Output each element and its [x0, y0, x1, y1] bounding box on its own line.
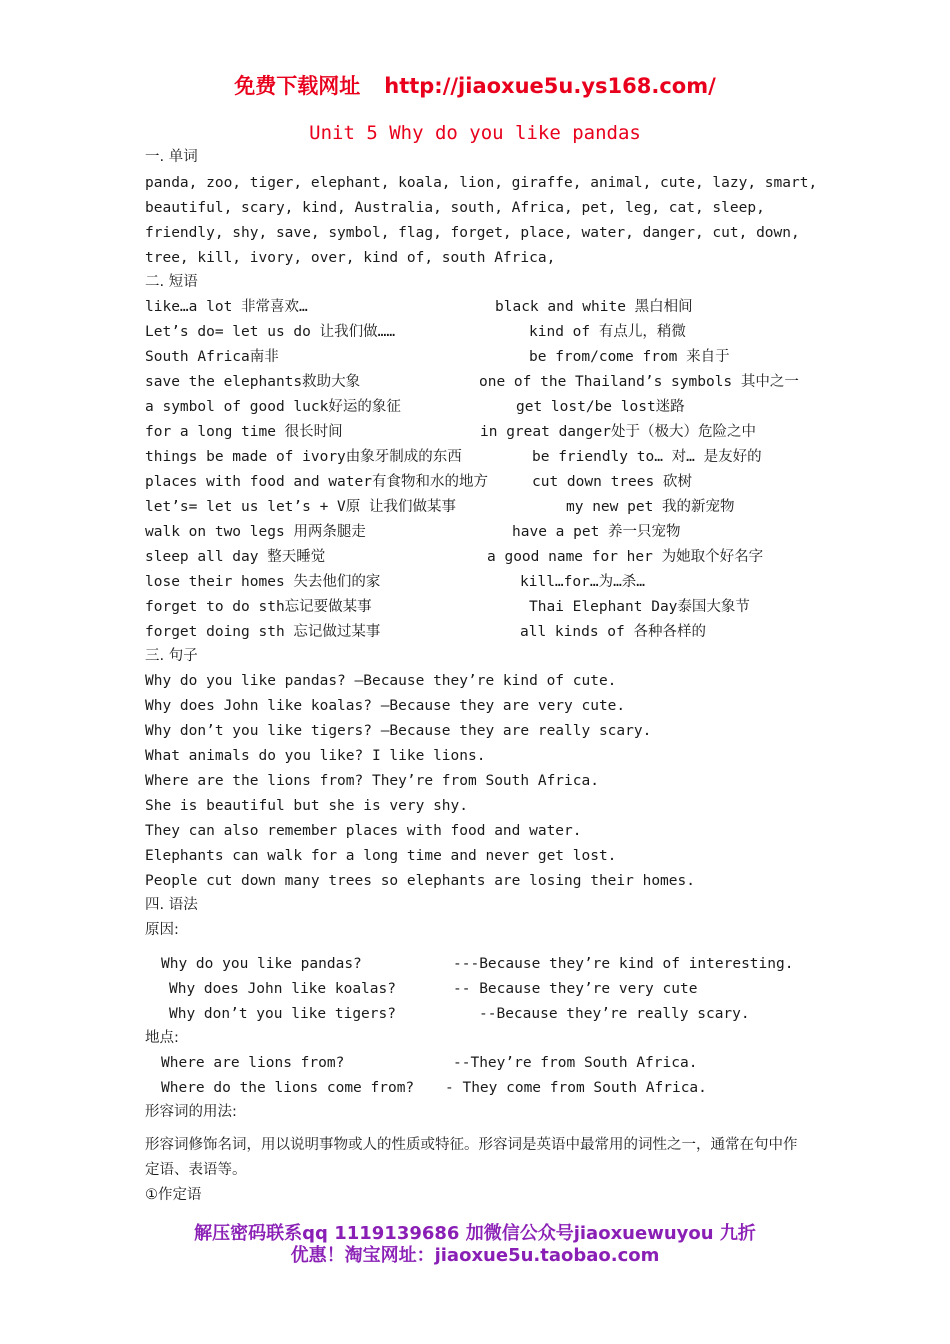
sentence-line: Why do you like pandas? —Because they’re kind of cute. — [145, 673, 617, 689]
phrase-left: for a long time 很长时间 — [145, 424, 343, 440]
place-question: Where do the lions come from? — [161, 1080, 415, 1096]
phrase-left: forget doing sth 忘记做过某事 — [145, 624, 381, 640]
word-list-line: friendly, shy, save, symbol, flag, forget, place, water, danger, cut, down, — [145, 225, 800, 241]
sentence-line: Why does John like koalas? —Because they are very cute. — [145, 698, 626, 714]
phrase-right: cut down trees 砍树 — [532, 474, 692, 490]
phrase-right: black and white 黑白相间 — [495, 299, 693, 315]
reason-answer: --Because they’re really scary. — [479, 1006, 750, 1022]
phrase-right: be from/come from 来自于 — [529, 349, 730, 365]
phrase-left: forget to do sth忘记要做某事 — [145, 599, 372, 615]
phrase-left: like…a lot 非常喜欢… — [145, 299, 308, 315]
phrase-left: sleep all day 整天睡觉 — [145, 549, 326, 565]
phrase-left: walk on two legs 用两条腿走 — [145, 524, 366, 540]
sentence-line: She is beautiful but she is very shy. — [145, 798, 469, 814]
adjective-label: 形容词的用法: — [145, 1104, 237, 1120]
reason-label: 原因: — [145, 922, 179, 938]
sentence-line: People cut down many trees so elephants are losing their homes. — [145, 873, 695, 889]
page-title: Unit 5 Why do you like pandas — [309, 122, 641, 144]
adjective-paragraph: 形容词修饰名词，用以说明事物或人的性质或特征。形容词是英语中最常用的词性之一，通常在句中作定语、表语等。 — [145, 1137, 798, 1178]
footer-contact-line: 解压密码联系qq 1119139686 加微信公众号jiaoxuewuyou 九折 — [194, 1223, 756, 1244]
phrase-left: lose their homes 失去他们的家 — [145, 574, 381, 590]
place-answer: --They’re from South Africa. — [453, 1055, 698, 1071]
phrase-right: a good name for her 为她取个好名字 — [487, 549, 764, 565]
grammar-heading: 四. 语法 — [145, 897, 198, 913]
reason-question: Why does John like koalas? — [169, 981, 396, 997]
phrase-right: have a pet 养一只宠物 — [512, 524, 681, 540]
attributive-label: ①作定语 — [145, 1187, 202, 1203]
footer-shop-line: 优惠！淘宝网址：jiaoxue5u.taobao.com — [290, 1245, 660, 1266]
sentence-line: Why don’t you like tigers? —Because they are really scary. — [145, 723, 652, 739]
phrase-right: in great danger处于（极大）危险之中 — [480, 424, 756, 440]
phrase-left: Let’s do= let us do 让我们做…… — [145, 324, 396, 340]
place-answer: - They come from South Africa. — [445, 1080, 707, 1096]
phrase-left: South Africa南非 — [145, 349, 279, 365]
phrase-left: places with food and water有食物和水的地方 — [145, 474, 488, 490]
sentence-line: What animals do you like? I like lions. — [145, 748, 486, 764]
phrase-left: let’s= let us let’s + V原 让我们做某事 — [145, 499, 457, 515]
sentences-heading: 三. 句子 — [145, 648, 198, 664]
sentence-line: Where are the lions from? They’re from South Africa. — [145, 773, 599, 789]
word-list-line: panda, zoo, tiger, elephant, koala, lion, giraffe, animal, cute, lazy, smart, — [145, 175, 818, 191]
reason-question: Why do you like pandas? — [161, 956, 362, 972]
phrase-left: save the elephants救助大象 — [145, 374, 361, 390]
words-heading: 一. 单词 — [145, 149, 198, 165]
download-banner — [0, 70, 950, 100]
phrase-right: all kinds of 各种各样的 — [520, 624, 706, 640]
reason-answer: ---Because they’re kind of interesting. — [453, 956, 794, 972]
phrases-heading: 二. 短语 — [145, 274, 198, 290]
phrase-right: kind of 有点儿，稍微 — [529, 324, 686, 340]
sentence-line: They can also remember places with food and water. — [145, 823, 582, 839]
reason-question: Why don’t you like tigers? — [169, 1006, 396, 1022]
download-url-link[interactable]: http://jiaoxue5u.ys168.com/ — [384, 74, 716, 98]
place-question: Where are lions from? — [161, 1055, 345, 1071]
phrase-right: be friendly to… 对… 是友好的 — [532, 449, 762, 465]
reason-answer: -- Because they’re very cute — [453, 981, 698, 997]
word-list-line: tree, kill, ivory, over, kind of, south Africa, — [145, 250, 556, 266]
word-list-line: beautiful, scary, kind, Australia, south, Africa, pet, leg, cat, sleep, — [145, 200, 765, 216]
download-label: 免费下载网址 — [234, 74, 361, 98]
phrase-right: my new pet 我的新宠物 — [566, 499, 735, 515]
phrase-right: one of the Thailand’s symbols 其中之一 — [479, 374, 799, 390]
phrase-right: Thai Elephant Day泰国大象节 — [529, 599, 750, 615]
place-label: 地点: — [145, 1030, 179, 1046]
phrase-right: get lost/be lost迷路 — [516, 399, 685, 415]
phrase-right: kill…for…为…杀… — [520, 574, 646, 590]
phrase-left: things be made of ivory由象牙制成的东西 — [145, 449, 462, 465]
phrase-left: a symbol of good luck好运的象征 — [145, 399, 401, 415]
sentence-line: Elephants can walk for a long time and never get lost. — [145, 848, 617, 864]
